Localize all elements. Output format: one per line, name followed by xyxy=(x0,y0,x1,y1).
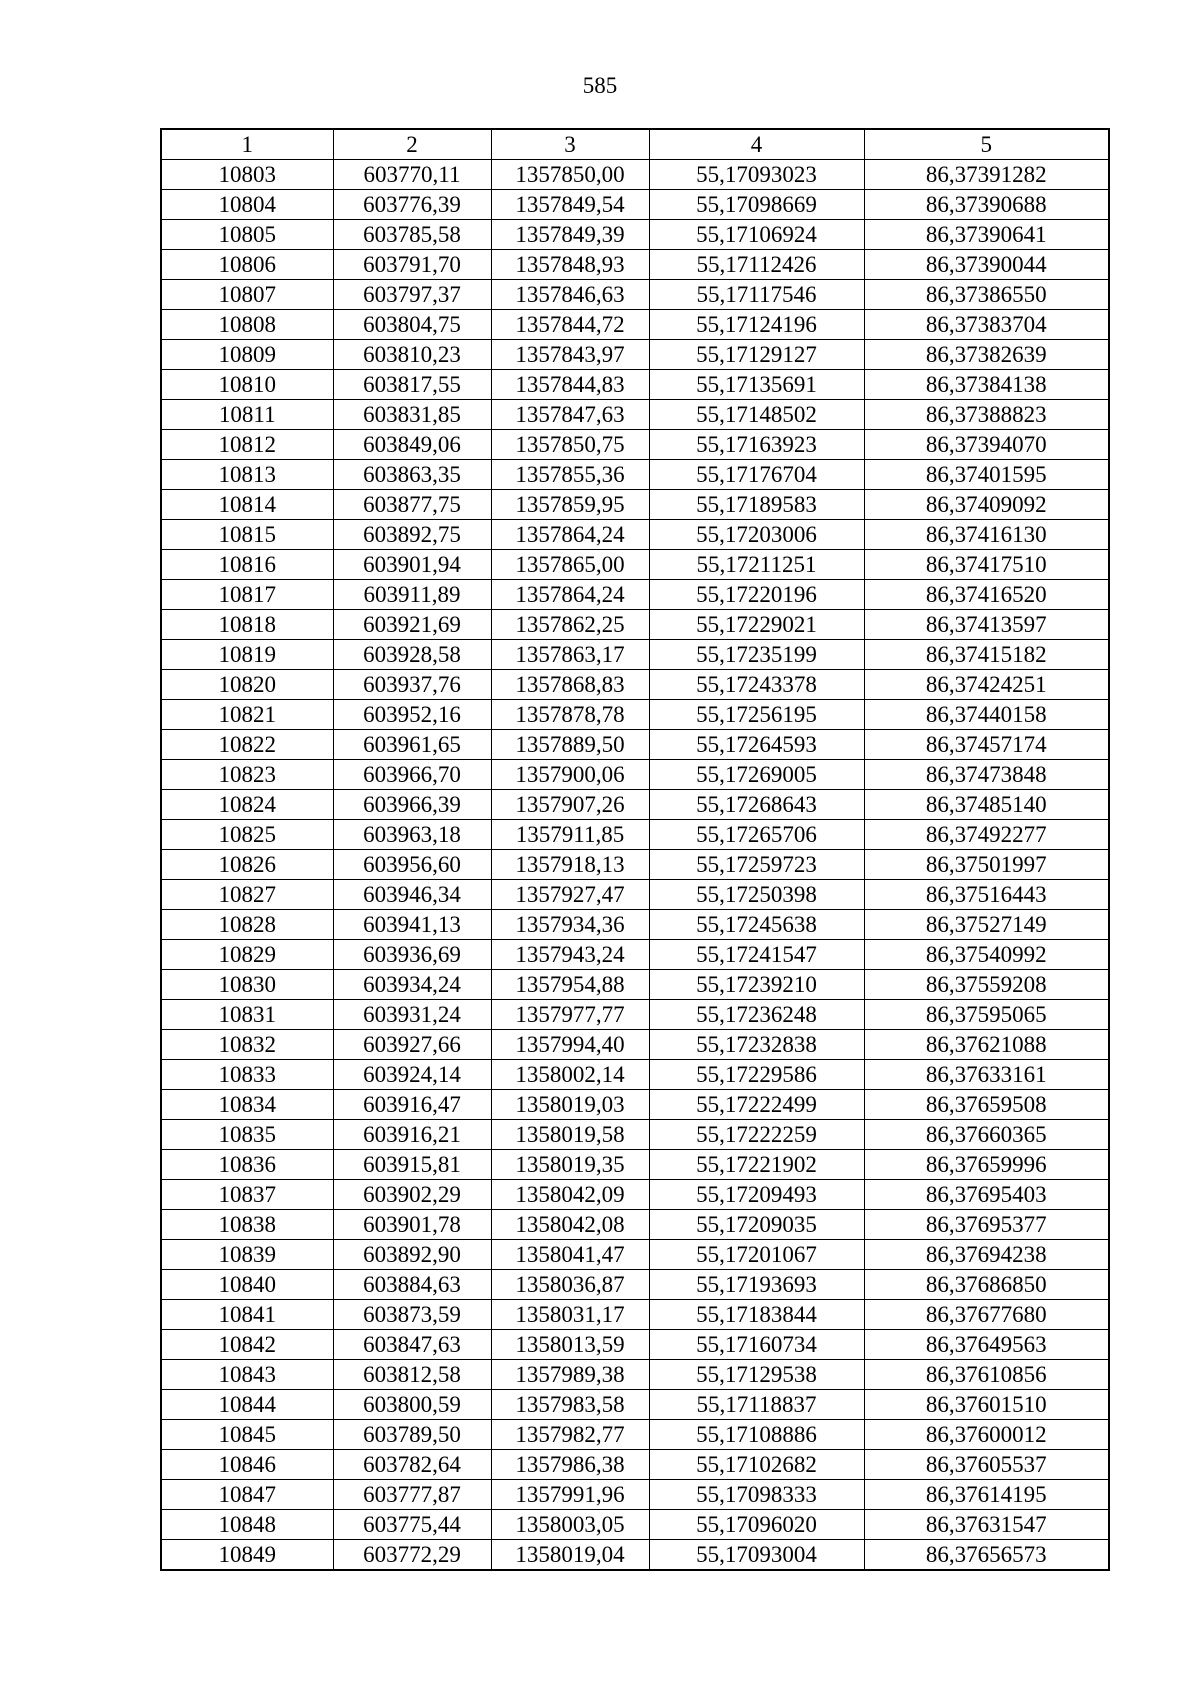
table-cell: 10829 xyxy=(161,940,333,970)
table-cell: 86,37391282 xyxy=(864,160,1109,190)
table-cell: 603966,70 xyxy=(333,760,491,790)
table-row xyxy=(161,580,1109,610)
table-cell: 10830 xyxy=(161,970,333,1000)
table-cell: 1358042,08 xyxy=(491,1210,649,1240)
table-cell: 86,37516443 xyxy=(864,880,1109,910)
table-cell: 55,17209035 xyxy=(649,1210,864,1240)
column-header-5: 5 xyxy=(864,129,1109,160)
table-cell: 1357850,00 xyxy=(491,160,649,190)
table-row xyxy=(161,640,1109,670)
table-cell: 1358019,35 xyxy=(491,1150,649,1180)
table-cell: 1357977,77 xyxy=(491,1000,649,1030)
table-cell: 1357847,63 xyxy=(491,400,649,430)
table-cell: 1357927,47 xyxy=(491,880,649,910)
table-cell: 86,37540992 xyxy=(864,940,1109,970)
table-cell: 55,17229586 xyxy=(649,1060,864,1090)
table-cell: 55,17183844 xyxy=(649,1300,864,1330)
table-cell: 603937,76 xyxy=(333,670,491,700)
table-cell: 1357849,39 xyxy=(491,220,649,250)
table-cell: 603911,89 xyxy=(333,580,491,610)
table-cell: 55,17189583 xyxy=(649,490,864,520)
table-cell: 603770,11 xyxy=(333,160,491,190)
table-cell: 10813 xyxy=(161,460,333,490)
table-cell: 55,17124196 xyxy=(649,310,864,340)
table-cell: 55,17222259 xyxy=(649,1120,864,1150)
table-cell: 55,17259723 xyxy=(649,850,864,880)
table-row xyxy=(161,1360,1109,1390)
table-cell: 10839 xyxy=(161,1240,333,1270)
table-cell: 1357986,38 xyxy=(491,1450,649,1480)
table-cell: 86,37649563 xyxy=(864,1330,1109,1360)
table-row xyxy=(161,160,1109,190)
table-cell: 55,17232838 xyxy=(649,1030,864,1060)
table-cell: 603776,39 xyxy=(333,190,491,220)
table-cell: 603927,66 xyxy=(333,1030,491,1060)
table-cell: 55,17268643 xyxy=(649,790,864,820)
table-cell: 55,17098333 xyxy=(649,1480,864,1510)
table-cell: 86,37694238 xyxy=(864,1240,1109,1270)
table-cell: 603782,64 xyxy=(333,1450,491,1480)
table-cell: 1358036,87 xyxy=(491,1270,649,1300)
table-cell: 10831 xyxy=(161,1000,333,1030)
table-row xyxy=(161,400,1109,430)
table-cell: 86,37659508 xyxy=(864,1090,1109,1120)
table-row xyxy=(161,820,1109,850)
table-cell: 603901,78 xyxy=(333,1210,491,1240)
table-cell: 10845 xyxy=(161,1420,333,1450)
table-cell: 10822 xyxy=(161,730,333,760)
table-cell: 1358041,47 xyxy=(491,1240,649,1270)
table-cell: 603901,94 xyxy=(333,550,491,580)
table-cell: 55,17264593 xyxy=(649,730,864,760)
table-cell: 1357865,00 xyxy=(491,550,649,580)
table-cell: 1357864,24 xyxy=(491,520,649,550)
column-header-3: 3 xyxy=(491,129,649,160)
table-cell: 1357907,26 xyxy=(491,790,649,820)
table-cell: 10815 xyxy=(161,520,333,550)
page-number: 585 xyxy=(582,73,618,98)
column-header-4: 4 xyxy=(649,129,864,160)
table-cell: 10832 xyxy=(161,1030,333,1060)
table-cell: 603928,58 xyxy=(333,640,491,670)
table-cell: 86,37386550 xyxy=(864,280,1109,310)
table-cell: 55,17093004 xyxy=(649,1540,864,1571)
table-cell: 1358019,04 xyxy=(491,1540,649,1571)
table-cell: 1357863,17 xyxy=(491,640,649,670)
table-cell: 603812,58 xyxy=(333,1360,491,1390)
table-cell: 10834 xyxy=(161,1090,333,1120)
table-cell: 10818 xyxy=(161,610,333,640)
table-cell: 1357989,38 xyxy=(491,1360,649,1390)
table-cell: 1357844,83 xyxy=(491,370,649,400)
table-cell: 10827 xyxy=(161,880,333,910)
table-cell: 10814 xyxy=(161,490,333,520)
table-cell: 86,37686850 xyxy=(864,1270,1109,1300)
table-row xyxy=(161,340,1109,370)
table-cell: 1357864,24 xyxy=(491,580,649,610)
table-cell: 10847 xyxy=(161,1480,333,1510)
table-row xyxy=(161,880,1109,910)
table-cell: 603961,65 xyxy=(333,730,491,760)
table-cell: 1357868,83 xyxy=(491,670,649,700)
table-cell: 1358019,58 xyxy=(491,1120,649,1150)
table-cell: 1357943,24 xyxy=(491,940,649,970)
table-cell: 55,17093023 xyxy=(649,160,864,190)
table-cell: 86,37417510 xyxy=(864,550,1109,580)
table-cell: 10825 xyxy=(161,820,333,850)
table-cell: 603902,29 xyxy=(333,1180,491,1210)
table-body xyxy=(161,160,1109,1571)
table-cell: 10806 xyxy=(161,250,333,280)
table-cell: 10821 xyxy=(161,700,333,730)
table-cell: 1357862,25 xyxy=(491,610,649,640)
table-cell: 86,37382639 xyxy=(864,340,1109,370)
table-row xyxy=(161,1180,1109,1210)
table-cell: 55,17129127 xyxy=(649,340,864,370)
table-cell: 10826 xyxy=(161,850,333,880)
table-row xyxy=(161,1150,1109,1180)
table-cell: 603849,06 xyxy=(333,430,491,460)
table-cell: 603892,75 xyxy=(333,520,491,550)
table-cell: 10804 xyxy=(161,190,333,220)
table-cell: 55,17235199 xyxy=(649,640,864,670)
table-row xyxy=(161,310,1109,340)
table-cell: 603916,47 xyxy=(333,1090,491,1120)
table-cell: 86,37413597 xyxy=(864,610,1109,640)
table-row xyxy=(161,1000,1109,1030)
table-cell: 10807 xyxy=(161,280,333,310)
table-cell: 1357855,36 xyxy=(491,460,649,490)
table-cell: 55,17203006 xyxy=(649,520,864,550)
table-cell: 1358031,17 xyxy=(491,1300,649,1330)
table-row xyxy=(161,1540,1109,1571)
table-cell: 10846 xyxy=(161,1450,333,1480)
table-cell: 1357878,78 xyxy=(491,700,649,730)
table-cell: 1357843,97 xyxy=(491,340,649,370)
table-cell: 86,37401595 xyxy=(864,460,1109,490)
table-cell: 603877,75 xyxy=(333,490,491,520)
table-cell: 55,17236248 xyxy=(649,1000,864,1030)
table-cell: 603817,55 xyxy=(333,370,491,400)
table-cell: 86,37610856 xyxy=(864,1360,1109,1390)
table-row xyxy=(161,670,1109,700)
coordinates-table xyxy=(160,128,1110,1571)
header-row xyxy=(161,129,1109,160)
table-row xyxy=(161,520,1109,550)
table-cell: 86,37383704 xyxy=(864,310,1109,340)
table-cell: 603916,21 xyxy=(333,1120,491,1150)
table-cell: 55,17209493 xyxy=(649,1180,864,1210)
table-cell: 1358042,09 xyxy=(491,1180,649,1210)
table-cell: 86,37409092 xyxy=(864,490,1109,520)
table-cell: 1358019,03 xyxy=(491,1090,649,1120)
table-cell: 603884,63 xyxy=(333,1270,491,1300)
table-cell: 55,17135691 xyxy=(649,370,864,400)
table-cell: 86,37440158 xyxy=(864,700,1109,730)
table-cell: 603873,59 xyxy=(333,1300,491,1330)
table-cell: 10835 xyxy=(161,1120,333,1150)
table-cell: 55,17250398 xyxy=(649,880,864,910)
table-row xyxy=(161,1120,1109,1150)
table-cell: 603804,75 xyxy=(333,310,491,340)
table-cell: 86,37384138 xyxy=(864,370,1109,400)
table-cell: 603847,63 xyxy=(333,1330,491,1360)
table-cell: 10812 xyxy=(161,430,333,460)
table-cell: 86,37656573 xyxy=(864,1540,1109,1571)
table-row xyxy=(161,970,1109,1000)
table-row xyxy=(161,610,1109,640)
table-cell: 603775,44 xyxy=(333,1510,491,1540)
table-cell: 55,17269005 xyxy=(649,760,864,790)
table-row xyxy=(161,1510,1109,1540)
table-cell: 55,17096020 xyxy=(649,1510,864,1540)
table-cell: 603772,29 xyxy=(333,1540,491,1571)
table-row xyxy=(161,790,1109,820)
table-cell: 1357982,77 xyxy=(491,1420,649,1450)
table-cell: 10833 xyxy=(161,1060,333,1090)
table-row xyxy=(161,460,1109,490)
table-cell: 55,17229021 xyxy=(649,610,864,640)
table-cell: 86,37416520 xyxy=(864,580,1109,610)
table-cell: 55,17176704 xyxy=(649,460,864,490)
table-cell: 86,37473848 xyxy=(864,760,1109,790)
table-cell: 55,17222499 xyxy=(649,1090,864,1120)
table-row xyxy=(161,490,1109,520)
table-cell: 86,37424251 xyxy=(864,670,1109,700)
table-cell: 603936,69 xyxy=(333,940,491,970)
table-cell: 86,37390688 xyxy=(864,190,1109,220)
table-header xyxy=(161,129,1109,160)
table-cell: 86,37390044 xyxy=(864,250,1109,280)
table-cell: 55,17163923 xyxy=(649,430,864,460)
table-cell: 603791,70 xyxy=(333,250,491,280)
table-row xyxy=(161,1390,1109,1420)
table-cell: 10849 xyxy=(161,1540,333,1571)
table-cell: 1357991,96 xyxy=(491,1480,649,1510)
table-row xyxy=(161,1480,1109,1510)
table-cell: 86,37660365 xyxy=(864,1120,1109,1150)
table-cell: 10843 xyxy=(161,1360,333,1390)
table-row xyxy=(161,1060,1109,1090)
table-cell: 86,37492277 xyxy=(864,820,1109,850)
table-cell: 55,17256195 xyxy=(649,700,864,730)
table-cell: 55,17106924 xyxy=(649,220,864,250)
table-row xyxy=(161,1420,1109,1450)
table-cell: 1357983,58 xyxy=(491,1390,649,1420)
table-cell: 1357994,40 xyxy=(491,1030,649,1060)
table-cell: 86,37390641 xyxy=(864,220,1109,250)
table-cell: 10808 xyxy=(161,310,333,340)
table-cell: 603931,24 xyxy=(333,1000,491,1030)
table-cell: 86,37633161 xyxy=(864,1060,1109,1090)
table-row xyxy=(161,760,1109,790)
table-row xyxy=(161,220,1109,250)
table-row xyxy=(161,730,1109,760)
column-header-2: 2 xyxy=(333,129,491,160)
table-row xyxy=(161,250,1109,280)
table-cell: 86,37659996 xyxy=(864,1150,1109,1180)
table-cell: 603921,69 xyxy=(333,610,491,640)
table-cell: 603966,39 xyxy=(333,790,491,820)
table-row xyxy=(161,1240,1109,1270)
table-cell: 86,37388823 xyxy=(864,400,1109,430)
table-row xyxy=(161,550,1109,580)
table-cell: 86,37394070 xyxy=(864,430,1109,460)
table-cell: 86,37595065 xyxy=(864,1000,1109,1030)
table-cell: 1357850,75 xyxy=(491,430,649,460)
table-cell: 55,17193693 xyxy=(649,1270,864,1300)
table-cell: 10844 xyxy=(161,1390,333,1420)
table-cell: 603800,59 xyxy=(333,1390,491,1420)
table-cell: 55,17108886 xyxy=(649,1420,864,1450)
table-cell: 603785,58 xyxy=(333,220,491,250)
table-cell: 10810 xyxy=(161,370,333,400)
table-cell: 603934,24 xyxy=(333,970,491,1000)
table-cell: 1357846,63 xyxy=(491,280,649,310)
table-cell: 55,17245638 xyxy=(649,910,864,940)
table-cell: 1357849,54 xyxy=(491,190,649,220)
table-cell: 1357844,72 xyxy=(491,310,649,340)
table-cell: 603946,34 xyxy=(333,880,491,910)
table-cell: 55,17201067 xyxy=(649,1240,864,1270)
table-cell: 10824 xyxy=(161,790,333,820)
table-cell: 603810,23 xyxy=(333,340,491,370)
table-cell: 55,17243378 xyxy=(649,670,864,700)
table-cell: 10836 xyxy=(161,1150,333,1180)
table-cell: 1357911,85 xyxy=(491,820,649,850)
table-cell: 10803 xyxy=(161,160,333,190)
table-cell: 10848 xyxy=(161,1510,333,1540)
table-cell: 10823 xyxy=(161,760,333,790)
table-cell: 55,17118837 xyxy=(649,1390,864,1420)
table-cell: 86,37457174 xyxy=(864,730,1109,760)
table-row xyxy=(161,1030,1109,1060)
table-cell: 603956,60 xyxy=(333,850,491,880)
table-cell: 55,17160734 xyxy=(649,1330,864,1360)
table-cell: 10809 xyxy=(161,340,333,370)
table-row xyxy=(161,370,1109,400)
table-cell: 603789,50 xyxy=(333,1420,491,1450)
table-cell: 10842 xyxy=(161,1330,333,1360)
table-row xyxy=(161,1450,1109,1480)
table-row xyxy=(161,700,1109,730)
table-row xyxy=(161,190,1109,220)
table-cell: 86,37601510 xyxy=(864,1390,1109,1420)
table-cell: 603777,87 xyxy=(333,1480,491,1510)
table-cell: 86,37695377 xyxy=(864,1210,1109,1240)
table-row xyxy=(161,430,1109,460)
table-cell: 86,37631547 xyxy=(864,1510,1109,1540)
table-cell: 10841 xyxy=(161,1300,333,1330)
table-cell: 603831,85 xyxy=(333,400,491,430)
table-cell: 1357918,13 xyxy=(491,850,649,880)
table-cell: 1357954,88 xyxy=(491,970,649,1000)
table-cell: 86,37677680 xyxy=(864,1300,1109,1330)
table-cell: 55,17112426 xyxy=(649,250,864,280)
column-header-1: 1 xyxy=(161,129,333,160)
table-row xyxy=(161,280,1109,310)
table-cell: 10805 xyxy=(161,220,333,250)
table-cell: 55,17148502 xyxy=(649,400,864,430)
table-cell: 603963,18 xyxy=(333,820,491,850)
table-cell: 1358013,59 xyxy=(491,1330,649,1360)
table-cell: 10811 xyxy=(161,400,333,430)
table-cell: 1357934,36 xyxy=(491,910,649,940)
table-cell: 86,37605537 xyxy=(864,1450,1109,1480)
table-cell: 86,37695403 xyxy=(864,1180,1109,1210)
table-cell: 603952,16 xyxy=(333,700,491,730)
table-cell: 10820 xyxy=(161,670,333,700)
table-cell: 10819 xyxy=(161,640,333,670)
table-cell: 1357900,06 xyxy=(491,760,649,790)
table-cell: 1358002,14 xyxy=(491,1060,649,1090)
table-cell: 10840 xyxy=(161,1270,333,1300)
table-cell: 55,17241547 xyxy=(649,940,864,970)
table-cell: 86,37614195 xyxy=(864,1480,1109,1510)
table-cell: 603892,90 xyxy=(333,1240,491,1270)
table-cell: 55,17221902 xyxy=(649,1150,864,1180)
table-cell: 1357889,50 xyxy=(491,730,649,760)
table-cell: 55,17117546 xyxy=(649,280,864,310)
table-cell: 603863,35 xyxy=(333,460,491,490)
table-cell: 86,37621088 xyxy=(864,1030,1109,1060)
table-cell: 55,17129538 xyxy=(649,1360,864,1390)
table-cell: 55,17098669 xyxy=(649,190,864,220)
table-cell: 86,37415182 xyxy=(864,640,1109,670)
table-cell: 10838 xyxy=(161,1210,333,1240)
table-row xyxy=(161,940,1109,970)
table-cell: 55,17211251 xyxy=(649,550,864,580)
table-row xyxy=(161,1210,1109,1240)
table-cell: 603915,81 xyxy=(333,1150,491,1180)
table-cell: 603797,37 xyxy=(333,280,491,310)
table-cell: 10816 xyxy=(161,550,333,580)
table-cell: 1358003,05 xyxy=(491,1510,649,1540)
table-cell: 1357848,93 xyxy=(491,250,649,280)
table-row xyxy=(161,1090,1109,1120)
table-cell: 86,37416130 xyxy=(864,520,1109,550)
table-row xyxy=(161,1330,1109,1360)
table-cell: 86,37600012 xyxy=(864,1420,1109,1450)
table-cell: 86,37527149 xyxy=(864,910,1109,940)
table-row xyxy=(161,1300,1109,1330)
table-row xyxy=(161,910,1109,940)
table-cell: 86,37559208 xyxy=(864,970,1109,1000)
table-cell: 55,17265706 xyxy=(649,820,864,850)
table-cell: 603941,13 xyxy=(333,910,491,940)
table-cell: 10828 xyxy=(161,910,333,940)
table-row xyxy=(161,850,1109,880)
table-cell: 86,37501997 xyxy=(864,850,1109,880)
table-row xyxy=(161,1270,1109,1300)
table-cell: 603924,14 xyxy=(333,1060,491,1090)
table-cell: 1357859,95 xyxy=(491,490,649,520)
table-cell: 86,37485140 xyxy=(864,790,1109,820)
table-cell: 55,17220196 xyxy=(649,580,864,610)
table-cell: 55,17239210 xyxy=(649,970,864,1000)
table-cell: 55,17102682 xyxy=(649,1450,864,1480)
table-cell: 10817 xyxy=(161,580,333,610)
table-cell: 10837 xyxy=(161,1180,333,1210)
